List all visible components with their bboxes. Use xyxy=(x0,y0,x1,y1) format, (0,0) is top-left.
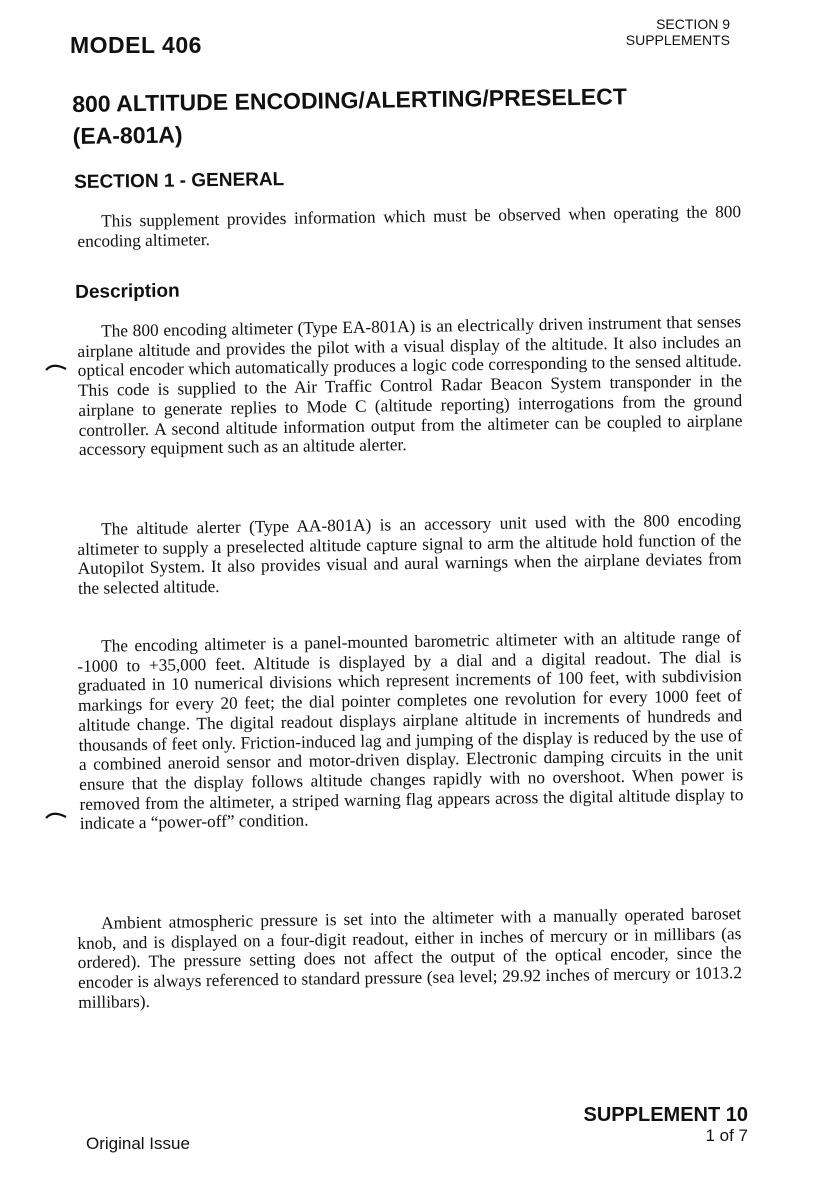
intro-paragraph: This supplement provides information which must be observed when operating the 800 encoding altimeter. xyxy=(77,202,742,251)
title-line-1: 800 ALTITUDE ENCODING/ALERTING/PRESELECT xyxy=(72,83,627,117)
revision-mark-icon xyxy=(45,810,67,820)
body-paragraph: The altitude alerter (Type AA-801A) is an accessory unit used with the 800 encoding altimeter to supply a preselected altitude capture signal to arm the altitude hold function of the Autopilot System. It also provides visual and aural warnings when the airplane deviates from the selected altitude. xyxy=(77,510,742,599)
body-paragraph: The 800 encoding altimeter (Type EA-801A) is an electrically driven instrument that senses airplane altitude and provides the pilot with a visual display of the altitude. It also includes an optical encoder which automatically produces a logic code corresponding to the sensed altitude. This code is supplied to the Air Traffic Control Radar Beacon System transponder in the airplane to generate replies to Mode C (altitude reporting) interrogations from the ground controller. A second altitude information output from the altimeter can be coupled to airplane accessory equipment such as an altitude alerter. xyxy=(77,312,743,460)
section-heading: SECTION 1 - GENERAL xyxy=(74,169,285,193)
section-name: SUPPLEMENTS xyxy=(625,32,730,48)
document-title xyxy=(72,79,713,152)
page-number: 1 of 7 xyxy=(705,1126,748,1145)
revision-mark-icon xyxy=(45,362,67,372)
section-tag xyxy=(626,16,730,48)
issue-label: Original Issue xyxy=(86,1134,190,1153)
model-label: MODEL 406 xyxy=(70,32,202,58)
section-number: SECTION 9 xyxy=(656,16,730,32)
title-line-2: (EA-801A) xyxy=(72,121,183,149)
body-paragraph: Ambient atmospheric pressure is set into the altimeter with a manually operated baroset knob, and is displayed on a four-digit readout, either in inches of mercury or in millibars (as ordered). The pressure setting does not affect the output of the optical encoder, since the encoder is always referenced to standard pressure (sea level; 29.92 inches of mercury or 1013.2 millibars). xyxy=(77,904,743,1012)
supplement-label: SUPPLEMENT 10 xyxy=(583,1104,748,1126)
description-heading: Description xyxy=(75,280,180,303)
body-paragraph: The encoding altimeter is a panel-mounted barometric altimeter with an altitude range of -1000 to +35,000 feet. Altitude is displayed by a dial and a digital readout. The dial is graduated in 10 numerical divisions which represent increments of 100 feet, with subdivision markings for every 20 feet; the dial pointer completes one revolution for every 1000 feet of altitude change. The digital readout displays airplane altitude in increments of hundreds and thousands of feet only. Friction-induced lag and jumping of the display is reduced by the use of a combined aneroid sensor and motor-driven display. Electronic damping circuits in the unit ensure that the display follows altitude changes rapidly with no overshoot. When power is removed from the altimeter, a striped warning flag appears across the digital altitude display to indicate a “power-off” condition. xyxy=(77,627,744,834)
